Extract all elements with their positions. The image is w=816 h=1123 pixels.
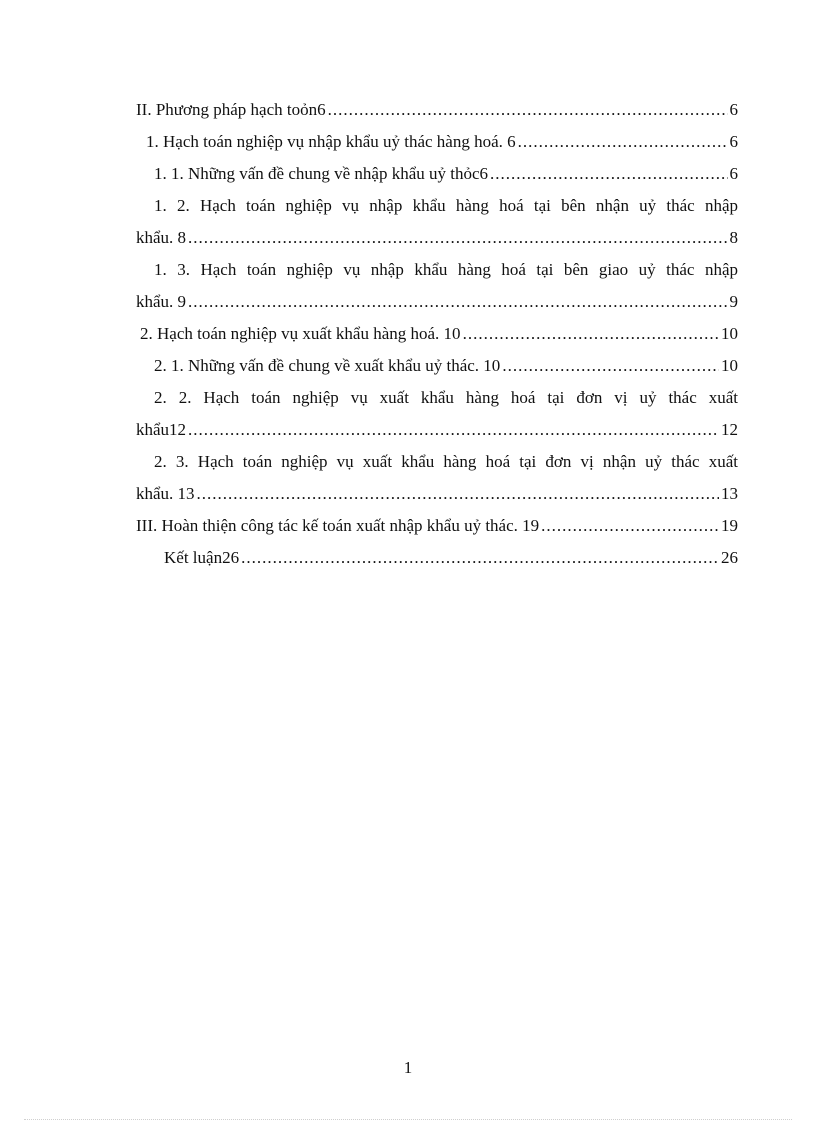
toc-entry-page: 8 — [729, 228, 738, 247]
toc-entry-title: 2. 1. Những vấn đề chung về xuất khẩu uỷ thác. 10 — [154, 356, 501, 375]
toc-entry-page: 6 — [729, 100, 738, 119]
toc-entry-page: 26 — [721, 548, 738, 567]
toc-entry-title: II. Phương pháp hạch toỏn6 — [136, 100, 326, 119]
toc-entry-title: 1. 2. Hạch toán nghiệp vụ nhập khẩu hàng hoá tại bên nhận uỷ thác nhập — [154, 196, 738, 215]
page-number: 1 — [403, 1058, 413, 1077]
toc-entry-page: 6 — [729, 164, 738, 183]
toc-entry[interactable] — [136, 158, 738, 190]
toc-leader-dots — [463, 318, 719, 350]
toc-leader-dots — [197, 478, 719, 510]
toc-leader-dots — [328, 94, 728, 126]
toc-entry-title-continued: khẩu. 8 — [136, 228, 187, 247]
toc-entry[interactable] — [136, 446, 738, 510]
toc-leader-dots — [188, 286, 727, 318]
toc-entry-title-continued: khẩu. 9 — [136, 292, 187, 311]
toc-entry-page: 9 — [729, 292, 738, 311]
page-bottom-divider — [24, 1119, 792, 1120]
toc-entry-page: 6 — [729, 132, 738, 151]
toc-entry[interactable] — [136, 190, 738, 254]
toc-entry-title: 2. 2. Hạch toán nghiệp vụ xuất khẩu hàng hoá tại đơn vị uỷ thác xuất — [154, 388, 738, 407]
toc-leader-dots — [188, 414, 719, 446]
toc-entry-title: Kết luận26 — [164, 548, 240, 567]
toc-entry-title: 2. Hạch toán nghiệp vụ xuất khẩu hàng hoá. 10 — [140, 324, 461, 343]
toc-entry-title: 2. 3. Hạch toán nghiệp vụ xuất khẩu hàng hoá tại đơn vị nhận uỷ thác xuất — [154, 452, 738, 471]
toc-entry[interactable] — [136, 254, 738, 318]
toc-entry[interactable] — [136, 350, 738, 382]
toc-entry-title-continued: khẩu12 — [136, 420, 187, 439]
toc-entry-title: III. Hoàn thiện công tác kế toán xuất nhập khẩu uỷ thác. 19 — [136, 516, 540, 535]
toc-entry[interactable] — [136, 542, 738, 574]
toc-leader-dots — [541, 510, 719, 542]
toc-entry-title: 1. 3. Hạch toán nghiệp vụ nhập khẩu hàng hoá tại bên giao uỷ thác nhập — [154, 260, 738, 279]
toc-entry-page: 13 — [721, 484, 738, 503]
table-of-contents — [136, 94, 738, 574]
toc-leader-dots — [490, 158, 727, 190]
toc-entry[interactable] — [136, 318, 738, 350]
toc-entry[interactable] — [136, 510, 738, 542]
toc-entry-page: 10 — [721, 356, 738, 375]
toc-entry-title: 1. 1. Những vấn đề chung về nhập khẩu uỷ thỏc6 — [154, 164, 489, 183]
toc-entry[interactable] — [136, 382, 738, 446]
toc-leader-dots — [188, 222, 727, 254]
toc-entry[interactable] — [136, 126, 738, 158]
toc-leader-dots — [518, 126, 728, 158]
toc-leader-dots — [241, 542, 719, 574]
toc-entry-page: 10 — [721, 324, 738, 343]
toc-entry[interactable] — [136, 94, 738, 126]
toc-entry-title: 1. Hạch toán nghiệp vụ nhập khẩu uỷ thác hàng hoá. 6 — [146, 132, 516, 151]
toc-entry-page: 12 — [721, 420, 738, 439]
toc-entry-title-continued: khẩu. 13 — [136, 484, 195, 503]
toc-leader-dots — [502, 350, 719, 382]
toc-entry-page: 19 — [721, 516, 738, 535]
